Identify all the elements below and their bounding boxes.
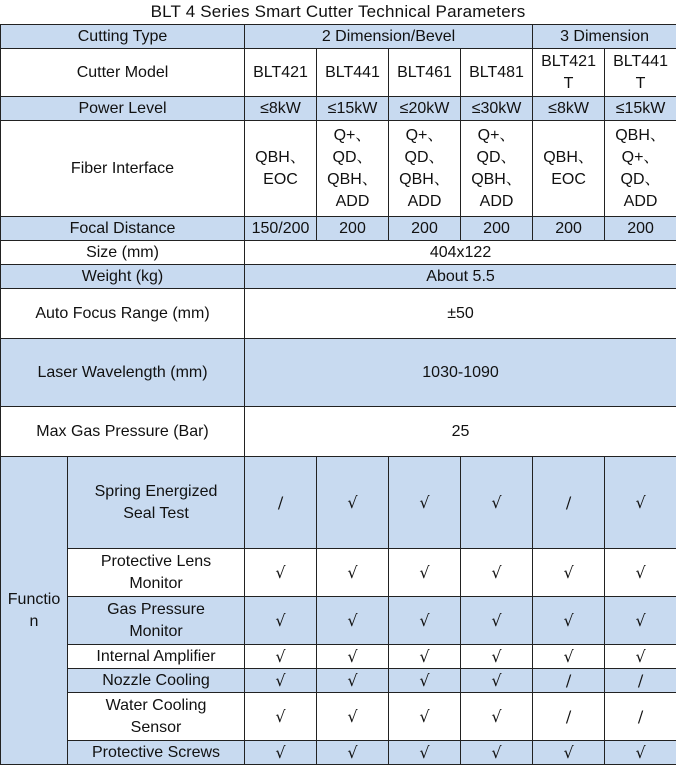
- function-mark: √: [533, 645, 605, 669]
- function-mark: √: [245, 549, 317, 597]
- weight-value: About 5.5: [245, 265, 676, 289]
- function-mark: √: [245, 693, 317, 741]
- power-row: [1, 97, 676, 121]
- fiber-cell: Q+、 QD、 QBH、 ADD: [317, 121, 389, 217]
- function-mark: √: [245, 669, 317, 693]
- function-mark: √: [389, 741, 461, 765]
- function-mark: √: [605, 741, 676, 765]
- function-mark: /: [533, 457, 605, 549]
- function-mark: √: [317, 741, 389, 765]
- function-mark: √: [533, 741, 605, 765]
- function-row-label: Nozzle Cooling: [68, 669, 245, 693]
- function-mark: /: [533, 693, 605, 741]
- function-mark: √: [605, 457, 676, 549]
- size-label: Size (mm): [1, 241, 245, 265]
- model-cell: BLT421: [245, 49, 317, 97]
- function-mark: √: [461, 669, 533, 693]
- function-mark: /: [605, 669, 676, 693]
- spec-table: [0, 24, 676, 765]
- power-cell: ≤30kW: [461, 97, 533, 121]
- function-row: [1, 549, 676, 597]
- power-cell: ≤20kW: [389, 97, 461, 121]
- fiber-row: [1, 121, 676, 217]
- group-3d-header: 3 Dimension: [533, 25, 676, 49]
- function-row: [1, 693, 676, 741]
- model-cell: BLT441 T: [605, 49, 676, 97]
- weight-row: [1, 265, 676, 289]
- focal-row: [1, 217, 676, 241]
- function-mark: √: [605, 597, 676, 645]
- function-row-label: Internal Amplifier: [68, 645, 245, 669]
- function-mark: √: [389, 457, 461, 549]
- function-row: [1, 645, 676, 669]
- focal-cell: 200: [389, 217, 461, 241]
- function-row-label: Protective Screws: [68, 741, 245, 765]
- function-row: [1, 741, 676, 765]
- gas-pressure-row: [1, 407, 676, 457]
- fiber-cell: QBH、 Q+、 QD、 ADD: [605, 121, 676, 217]
- function-mark: /: [605, 693, 676, 741]
- function-mark: √: [245, 597, 317, 645]
- function-mark: √: [461, 597, 533, 645]
- function-mark: √: [317, 645, 389, 669]
- fiber-cell: QBH、 EOC: [533, 121, 605, 217]
- model-cell: BLT481: [461, 49, 533, 97]
- function-mark: √: [245, 645, 317, 669]
- function-mark: √: [317, 457, 389, 549]
- model-label: Cutter Model: [1, 49, 245, 97]
- auto-focus-row: [1, 289, 676, 339]
- function-mark: √: [317, 669, 389, 693]
- function-mark: √: [461, 741, 533, 765]
- function-mark: √: [245, 741, 317, 765]
- weight-label: Weight (kg): [1, 265, 245, 289]
- function-mark: √: [461, 549, 533, 597]
- fiber-label: Fiber Interface: [1, 121, 245, 217]
- wavelength-label: Laser Wavelength (mm): [1, 339, 245, 407]
- gas-pressure-label: Max Gas Pressure (Bar): [1, 407, 245, 457]
- function-row-label: Protective Lens Monitor: [68, 549, 245, 597]
- focal-cell: 200: [461, 217, 533, 241]
- function-row: [1, 669, 676, 693]
- gas-pressure-value: 25: [245, 407, 676, 457]
- power-cell: ≤8kW: [245, 97, 317, 121]
- focal-cell: 200: [533, 217, 605, 241]
- function-mark: √: [389, 597, 461, 645]
- function-mark: √: [461, 457, 533, 549]
- size-row: [1, 241, 676, 265]
- function-mark: √: [389, 693, 461, 741]
- function-mark: /: [245, 457, 317, 549]
- function-mark: √: [533, 597, 605, 645]
- power-cell: ≤15kW: [317, 97, 389, 121]
- function-mark: √: [605, 549, 676, 597]
- function-row-label: Spring Energized Seal Test: [68, 457, 245, 549]
- auto-focus-label: Auto Focus Range (mm): [1, 289, 245, 339]
- function-mark: √: [317, 549, 389, 597]
- function-mark: √: [605, 645, 676, 669]
- function-mark: √: [389, 669, 461, 693]
- group-2d-header: 2 Dimension/Bevel: [245, 25, 533, 49]
- function-mark: √: [533, 549, 605, 597]
- power-cell: ≤8kW: [533, 97, 605, 121]
- function-row: [1, 457, 676, 549]
- fiber-cell: Q+、 QD、 QBH、 ADD: [389, 121, 461, 217]
- model-cell: BLT441: [317, 49, 389, 97]
- focal-cell: 200: [317, 217, 389, 241]
- model-cell: BLT421 T: [533, 49, 605, 97]
- cutting-type-row: [1, 25, 676, 49]
- function-mark: √: [389, 549, 461, 597]
- function-mark: √: [317, 693, 389, 741]
- function-mark: √: [317, 597, 389, 645]
- focal-cell: 200: [605, 217, 676, 241]
- function-mark: √: [389, 645, 461, 669]
- table-title: BLT 4 Series Smart Cutter Technical Parameters: [0, 0, 676, 24]
- focal-label: Focal Distance: [1, 217, 245, 241]
- cutting-type-label: Cutting Type: [1, 25, 245, 49]
- fiber-cell: QBH、 EOC: [245, 121, 317, 217]
- power-cell: ≤15kW: [605, 97, 676, 121]
- wavelength-row: [1, 339, 676, 407]
- function-mark: √: [461, 645, 533, 669]
- function-row: [1, 597, 676, 645]
- model-cell: BLT461: [389, 49, 461, 97]
- model-row: [1, 49, 676, 97]
- function-mark: /: [533, 669, 605, 693]
- function-label: Functio n: [1, 457, 68, 765]
- wavelength-value: 1030-1090: [245, 339, 676, 407]
- focal-cell: 150/200: [245, 217, 317, 241]
- auto-focus-value: ±50: [245, 289, 676, 339]
- function-mark: √: [461, 693, 533, 741]
- function-row-label: Gas Pressure Monitor: [68, 597, 245, 645]
- power-label: Power Level: [1, 97, 245, 121]
- function-row-label: Water Cooling Sensor: [68, 693, 245, 741]
- fiber-cell: Q+、 QD、 QBH、 ADD: [461, 121, 533, 217]
- size-value: 404x122: [245, 241, 676, 265]
